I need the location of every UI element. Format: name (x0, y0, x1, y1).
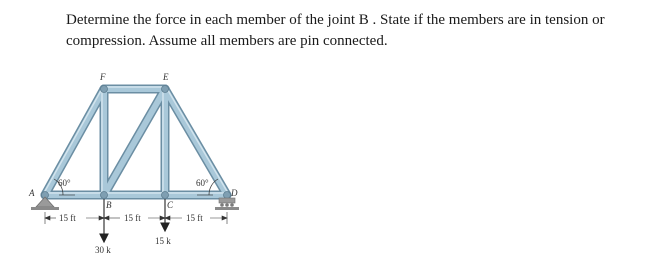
member-BE (104, 89, 165, 195)
label-C: C (167, 200, 174, 210)
angle-label-right: 60° (196, 178, 209, 188)
support-D (215, 198, 239, 210)
pin-B (101, 192, 108, 199)
problem-line-1: Determine the force in each member of the joint B . State if the members are in tension or (66, 12, 605, 28)
problem-line-2: compression. Assume all members are pin connected. (66, 33, 388, 49)
pin-E (162, 86, 169, 93)
angle-label-left: 60° (58, 178, 71, 188)
member-AF (45, 89, 104, 195)
load-label-C: 15 k (155, 236, 171, 246)
dimension-label-2: 15 ft (124, 213, 141, 223)
label-E: E (163, 72, 169, 82)
label-D: D (231, 188, 238, 198)
dimension-label-1: 15 ft (59, 213, 76, 223)
label-A: A (29, 188, 35, 198)
pin-D (224, 192, 231, 199)
pin-C (162, 192, 169, 199)
pin-F (101, 86, 108, 93)
label-F: F (100, 72, 106, 82)
dimension-label-3: 15 ft (186, 213, 203, 223)
load-label-B: 30 k (95, 245, 111, 255)
label-B: B (106, 200, 112, 210)
